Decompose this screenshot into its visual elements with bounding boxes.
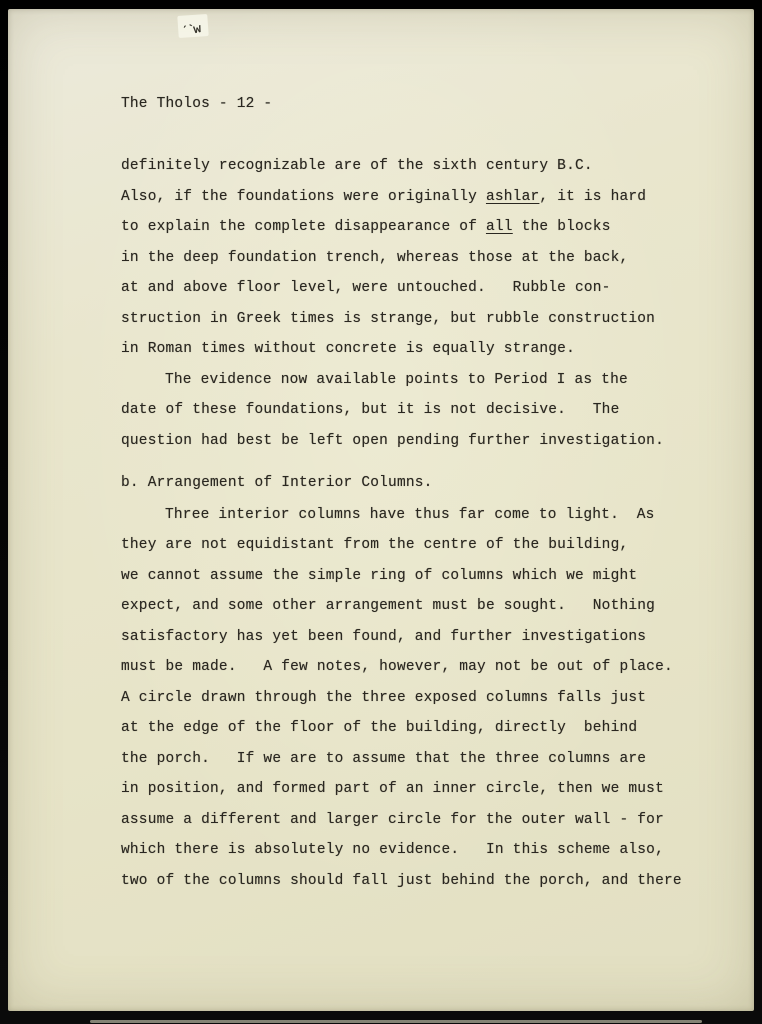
text-segment: two of the columns should fall just behind the porch, and there bbox=[121, 872, 682, 889]
typed-line bbox=[121, 273, 684, 304]
typed-line bbox=[121, 805, 684, 836]
typed-line bbox=[121, 304, 684, 335]
text-segment: the blocks bbox=[512, 219, 611, 235]
typed-line bbox=[121, 334, 684, 365]
typed-line bbox=[121, 426, 684, 457]
text-segment: struction in Greek times is strange, but rubble construction bbox=[121, 310, 656, 327]
paragraph-block bbox=[121, 365, 684, 457]
text-segment: Three interior columns have thus far come to light. As bbox=[165, 506, 655, 523]
text-segment: at the edge of the floor of the building, directly behind bbox=[121, 720, 638, 736]
staple-mark bbox=[176, 15, 210, 41]
text-segment: A circle drawn through the three exposed columns falls just bbox=[121, 689, 647, 706]
section-heading-block bbox=[121, 468, 684, 499]
typed-line bbox=[121, 395, 684, 426]
paragraph-block bbox=[121, 151, 684, 365]
typed-line bbox=[121, 835, 684, 866]
scanner-edge-sliver bbox=[90, 1020, 702, 1023]
typed-line bbox=[121, 530, 684, 561]
text-segment: which there is absolutely no evidence. In this scheme also, bbox=[121, 842, 664, 858]
typed-line bbox=[121, 683, 684, 714]
typed-line bbox=[121, 500, 684, 531]
ink-smudge-icon: ˊˋw bbox=[180, 21, 201, 40]
underlined-text-segment: all bbox=[485, 219, 513, 235]
text-segment: to explain the complete disappearance of bbox=[121, 219, 486, 235]
paragraph-block bbox=[121, 500, 684, 897]
typed-line bbox=[121, 744, 684, 775]
text-segment: date of these foundations, but it is not decisive. The bbox=[121, 402, 620, 418]
typed-line bbox=[121, 182, 684, 213]
typed-line bbox=[121, 151, 684, 182]
typed-line bbox=[121, 561, 684, 592]
typed-line bbox=[121, 866, 684, 897]
typed-line bbox=[121, 591, 684, 622]
typed-line bbox=[121, 212, 684, 243]
typed-line bbox=[121, 652, 684, 683]
text-segment: Also, if the foundations were originally bbox=[121, 188, 486, 205]
text-segment: the porch. If we are to assume that the three columns are bbox=[121, 750, 647, 767]
text-segment: The evidence now available points to Period I as the bbox=[165, 371, 628, 388]
text-segment: assume a different and larger circle for the outer wall - for bbox=[121, 811, 664, 828]
text-segment: they are not equidistant from the centre of the building, bbox=[121, 537, 629, 553]
text-segment: satisfactory has yet been found, and further investigations bbox=[121, 628, 647, 645]
typed-line bbox=[121, 713, 684, 744]
text-segment: in Roman times without concrete is equally strange. bbox=[121, 341, 575, 357]
page-title: The Tholos - 12 - bbox=[121, 96, 273, 112]
typed-line bbox=[121, 622, 684, 653]
text-segment: must be made. A few notes, however, may not be out of place. bbox=[121, 659, 673, 675]
text-segment: definitely recognizable are of the sixth century B.C. bbox=[121, 158, 593, 174]
text-segment: expect, and some other arrangement must be sought. Nothing bbox=[121, 598, 656, 614]
text-segment: we cannot assume the simple ring of columns which we might bbox=[121, 567, 638, 584]
text-segment: b. Arrangement of Interior Columns. bbox=[121, 475, 433, 491]
section-heading bbox=[121, 468, 684, 499]
typed-line bbox=[121, 365, 684, 396]
text-segment: in position, and formed part of an inner circle, then we must bbox=[121, 781, 664, 797]
typed-line bbox=[121, 243, 684, 274]
text-segment: in the deep foundation trench, whereas those at the back, bbox=[121, 249, 629, 266]
paper-sheet bbox=[8, 9, 754, 1011]
typed-line bbox=[121, 774, 684, 805]
typed-page-content bbox=[121, 89, 684, 896]
typed-lines bbox=[121, 151, 684, 896]
text-segment: , it is hard bbox=[539, 188, 647, 205]
underlined-text-segment: ashlar bbox=[485, 188, 540, 205]
text-segment: question had best be left open pending further investigation. bbox=[121, 432, 664, 449]
text-segment: at and above floor level, were untouched. Rubble con- bbox=[121, 280, 611, 296]
